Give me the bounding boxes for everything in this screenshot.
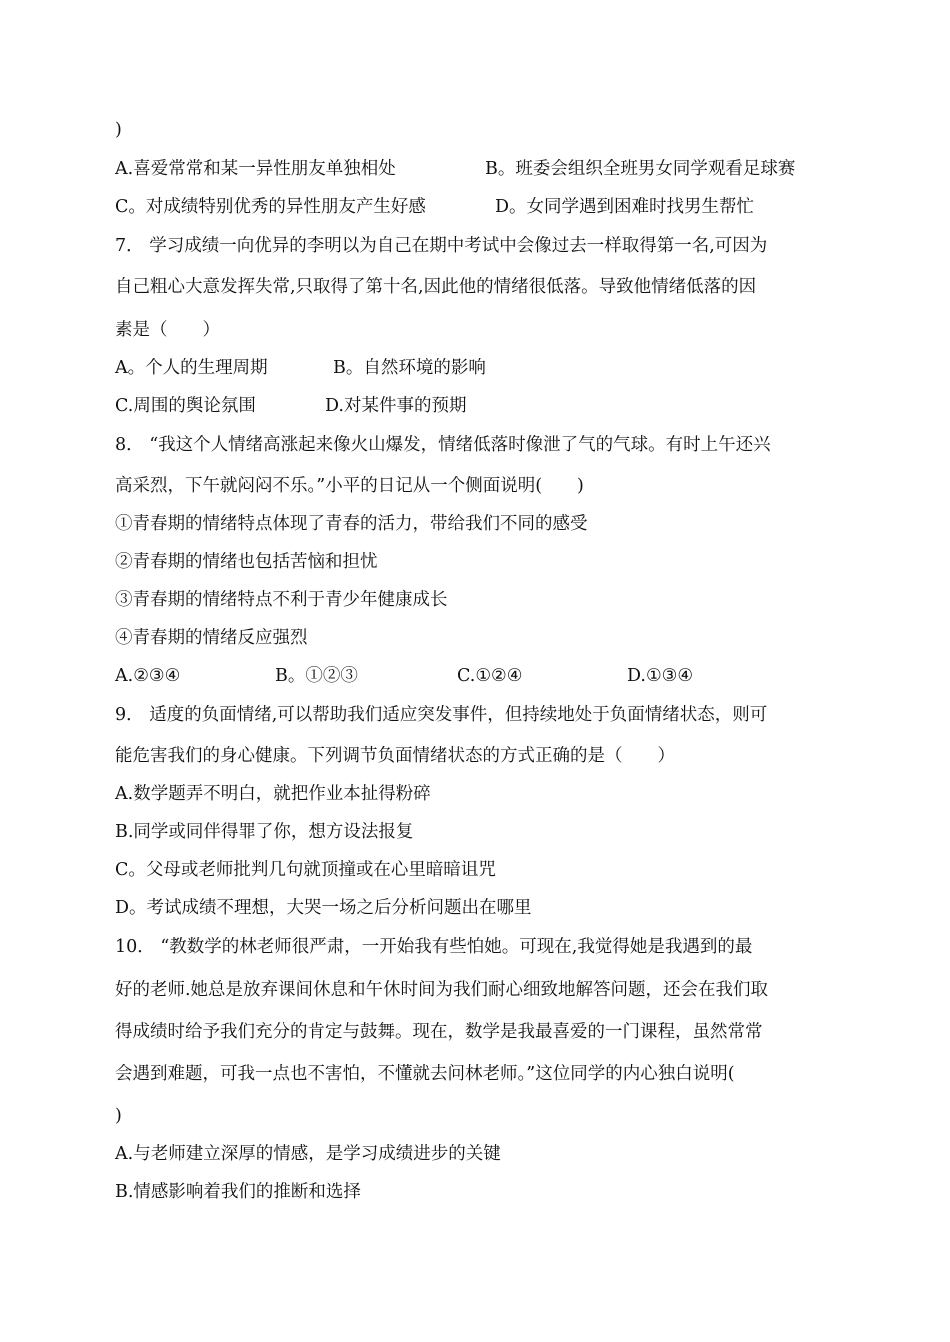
q7-stem-line-3: 素是（ ） <box>115 320 220 340</box>
q7-option-d: D.对某件事的预期 <box>325 396 467 416</box>
q9-option-a: A.数学题弄不明白，就把作业本扯得粉碎 <box>115 784 431 804</box>
q6-options-row-1 <box>115 158 875 180</box>
q8-statement-3: ③青春期的情绪特点不利于青少年健康成长 <box>115 590 448 610</box>
q6-option-a: A.喜爱常常和某一异性朋友单独相处 <box>115 159 396 179</box>
q8-option-b: B。①②③ <box>275 666 358 686</box>
q9-option-b: B.同学或同伴得罪了你，想方设法报复 <box>115 822 414 842</box>
q6-close-paren: ) <box>115 120 122 140</box>
q9-stem-line-2: 能危害我们的身心健康。下列调节负面情绪状态的方式正确的是（ ） <box>115 746 675 766</box>
q10-stem-line-5: ) <box>115 1106 122 1126</box>
q8-option-d: D.①③④ <box>627 666 694 686</box>
q8-statement-2: ②青春期的情绪也包括苦恼和担忧 <box>115 552 378 572</box>
q6-option-b: B。班委会组织全班男女同学观看足球赛 <box>485 159 796 179</box>
q8-options-row <box>115 665 875 687</box>
q7-options-row-1 <box>115 357 875 379</box>
q10-stem-line-3: 得成绩时给予我们充分的肯定与鼓舞。现在，数学是我最喜爱的一门课程，虽然常常 <box>115 1022 763 1042</box>
q8-option-a: A.②③④ <box>115 666 181 686</box>
q6-option-d: D。女同学遇到困难时找男生帮忙 <box>495 197 755 217</box>
q10-stem-line-1: 10． “教数学的林老师很严肃，一开始我有些怕她。可现在,我觉得她是我遇到的最 <box>115 937 753 957</box>
q10-option-a: A.与老师建立深厚的情感，是学习成绩进步的关键 <box>115 1144 501 1164</box>
q8-stem-line-1: 8． “我这个人情绪高涨起来像火山爆发，情绪低落时像泄了气的气球。有时上午还兴 <box>115 435 771 455</box>
q8-stem-line-2: 高采烈，下午就闷闷不乐。”小平的日记从一个侧面说明( ) <box>115 476 584 496</box>
q7-option-b: B。自然环境的影响 <box>333 358 486 378</box>
q9-option-c: C。父母或老师批判几句就顶撞或在心里暗暗诅咒 <box>115 860 496 880</box>
q8-statement-1: ①青春期的情绪特点体现了青春的活力，带给我们不同的感受 <box>115 514 588 534</box>
q10-stem-line-4: 会遇到难题，可我一点也不害怕，不懂就去问林老师。”这位同学的内心独白说明( <box>115 1064 735 1084</box>
q9-option-d: D。考试成绩不理想，大哭一场之后分析问题出在哪里 <box>115 898 532 918</box>
q7-options-row-2 <box>115 395 875 417</box>
q9-stem-line-1: 9． 适度的负面情绪,可以帮助我们适应突发事件，但持续地处于负面情绪状态，则可 <box>115 705 768 725</box>
q7-option-c: C.周围的舆论氛围 <box>115 396 256 416</box>
q10-option-b: B.情感影响着我们的推断和选择 <box>115 1182 361 1202</box>
q7-option-a: A。个人的生理周期 <box>115 358 268 378</box>
q7-stem-line-2: 自己粗心大意发挥失常,只取得了第十名,因此他的情绪很低落。导致他情绪低落的因 <box>115 277 757 297</box>
q8-statement-4: ④青春期的情绪反应强烈 <box>115 628 308 648</box>
q6-option-c: C。对成绩特别优秀的异性朋友产生好感 <box>115 197 426 217</box>
q10-stem-line-2: 好的老师.她总是放弃课间休息和午休时间为我们耐心细致地解答问题，还会在我们取 <box>115 980 769 1000</box>
q6-options-row-2 <box>115 196 875 218</box>
q8-option-c: C.①②④ <box>457 666 523 686</box>
q7-stem-line-1: 7． 学习成绩一向优异的李明以为自己在期中考试中会像过去一样取得第一名,可因为 <box>115 236 768 256</box>
